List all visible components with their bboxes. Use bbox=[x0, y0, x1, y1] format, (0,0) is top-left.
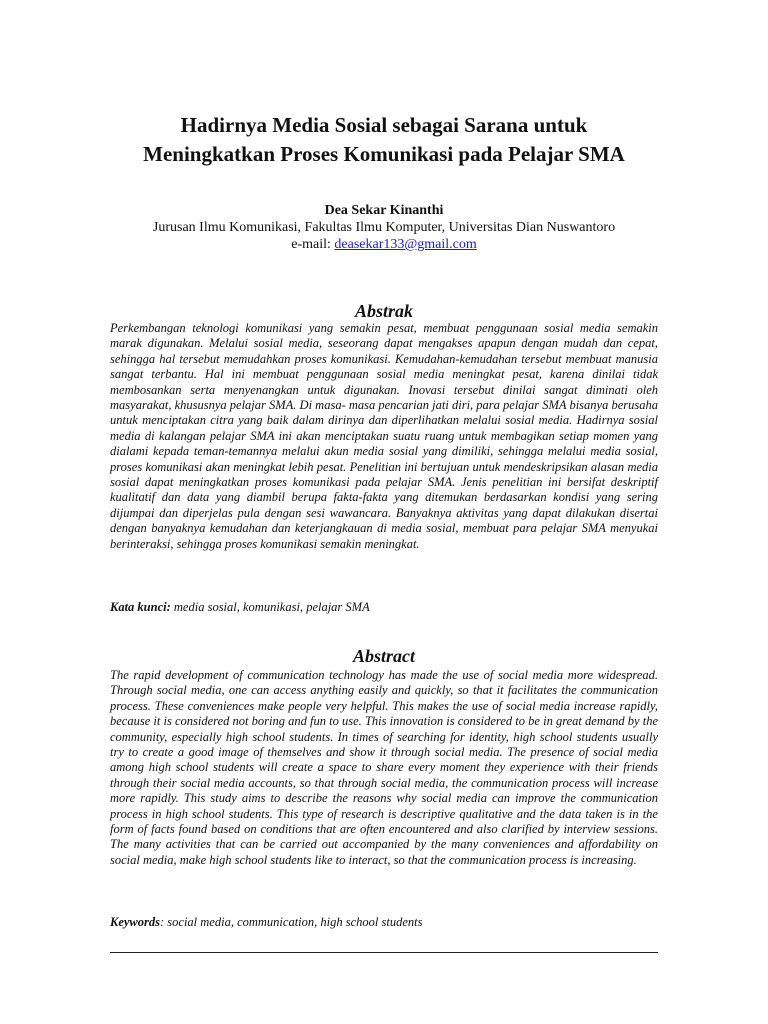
email-label: e-mail: bbox=[291, 237, 335, 252]
keywords-line bbox=[110, 914, 658, 930]
abstrak-body: Perkembangan teknologi komunikasi yang semakin pesat, membuat penggunaan sosial media semakin marak digunakan. Melalui sosial media, seseorang dapat mengakses apapun dengan mudah dan cepat, sehingga hal tersebut memudahkan proses komunikasi. Kemudahan-kemudahan tersebut membuat manusia sangat terbantu. Hal ini membuat penggunaan sosial media meningkat pesat, karena dinilai tidak membosankan serta menyenangkan untuk digunakan. Inovasi tersebut dinilai sangat diminati oleh masyarakat, khususnya pelajar SMA. Di masa- masa pencarian jati diri, para pelajar SMA bisanya berusaha untuk menciptakan citra yang baik dalam dirinya dan diperlihatkan melalui sosial media. Hadirnya sosial media di kalangan pelajar SMA ini akan menciptakan suatu ruang untuk membagikan setiap momen yang dialami kepada teman-temannya melalui akun media sosial yang dimiliki, sehingga melalui media sosial, proses komunikasi akan meningkat lebih pesat. Penelitian ini bertujuan untuk mendeskripsikan alasan media sosial dapat meningkatkan proses komunikasi pada pelajar SMA. Jenis penelitian ini bersifat deskriptif kualitatif dan data yang diambil berupa fakta-fakta yang ditemukan berdasarkan kondisi yang sering dijumpai dan diperjelas pula dengan sesi wawancara. Banyaknya aktivitas yang dapat dilakukan disertai dengan banyaknya kemudahan dan keterjangkauan di media sosial, membuat para pelajar SMA menyukai berinteraksi, sehingga proses komunikasi semakin meningkat. bbox=[110, 321, 658, 551]
kata-kunci-label: Kata kunci: bbox=[110, 600, 171, 614]
title-line-1: Hadirnya Media Sosial sebagai Sarana untuk bbox=[180, 113, 588, 137]
title-line-2: Meningkatkan Proses Komunikasi pada Pelajar SMA bbox=[143, 142, 625, 166]
abstract-heading: Abstract bbox=[352, 646, 415, 666]
abstract-body: The rapid development of communication technology has made the use of social media more widespread. Through social media, one can access anything easily and quickly, so that it facilitates the communication process. These conveniences make people very helpful. This makes the use of social media increase rapidly, because it is considered not boring and fun to use. This innovation is considered to be in great demand by the community, especially high school students. In times of searching for identity, high school students usually try to create a good image of themselves and show it through social media. The presence of social media among high school students will create a space to share every moment they experience with their friends through their social media accounts, so that through social media, the communication process will increase more rapidly. This study aims to describe the reasons why social media can improve the communication process in high school students. This type of research is descriptive qualitative and the data taken is in the form of facts found based on conditions that are often encountered and also clarified by interview sessions. The many activities that can be carried out accompanied by the many conveniences and affordability on social media, make high school students like to interact, so that the communication process is increasing. bbox=[110, 668, 658, 867]
author-affiliation: Jurusan Ilmu Komunikasi, Fakultas Ilmu Komputer, Universitas Dian Nuswantoro bbox=[152, 220, 616, 235]
email-link[interactable]: deasekar133@gmail.com bbox=[334, 237, 477, 252]
footer-divider bbox=[110, 952, 658, 953]
kata-kunci-text: media sosial, komunikasi, pelajar SMA bbox=[170, 600, 370, 614]
keywords-text: : social media, communication, high school students bbox=[160, 915, 423, 929]
author-name: Dea Sekar Kinanthi bbox=[324, 203, 444, 218]
abstrak-heading: Abstrak bbox=[354, 301, 414, 321]
paper-title bbox=[60, 111, 708, 169]
author-email-line bbox=[60, 236, 708, 254]
kata-kunci-line bbox=[110, 599, 658, 615]
keywords-label: Keywords bbox=[110, 915, 160, 929]
